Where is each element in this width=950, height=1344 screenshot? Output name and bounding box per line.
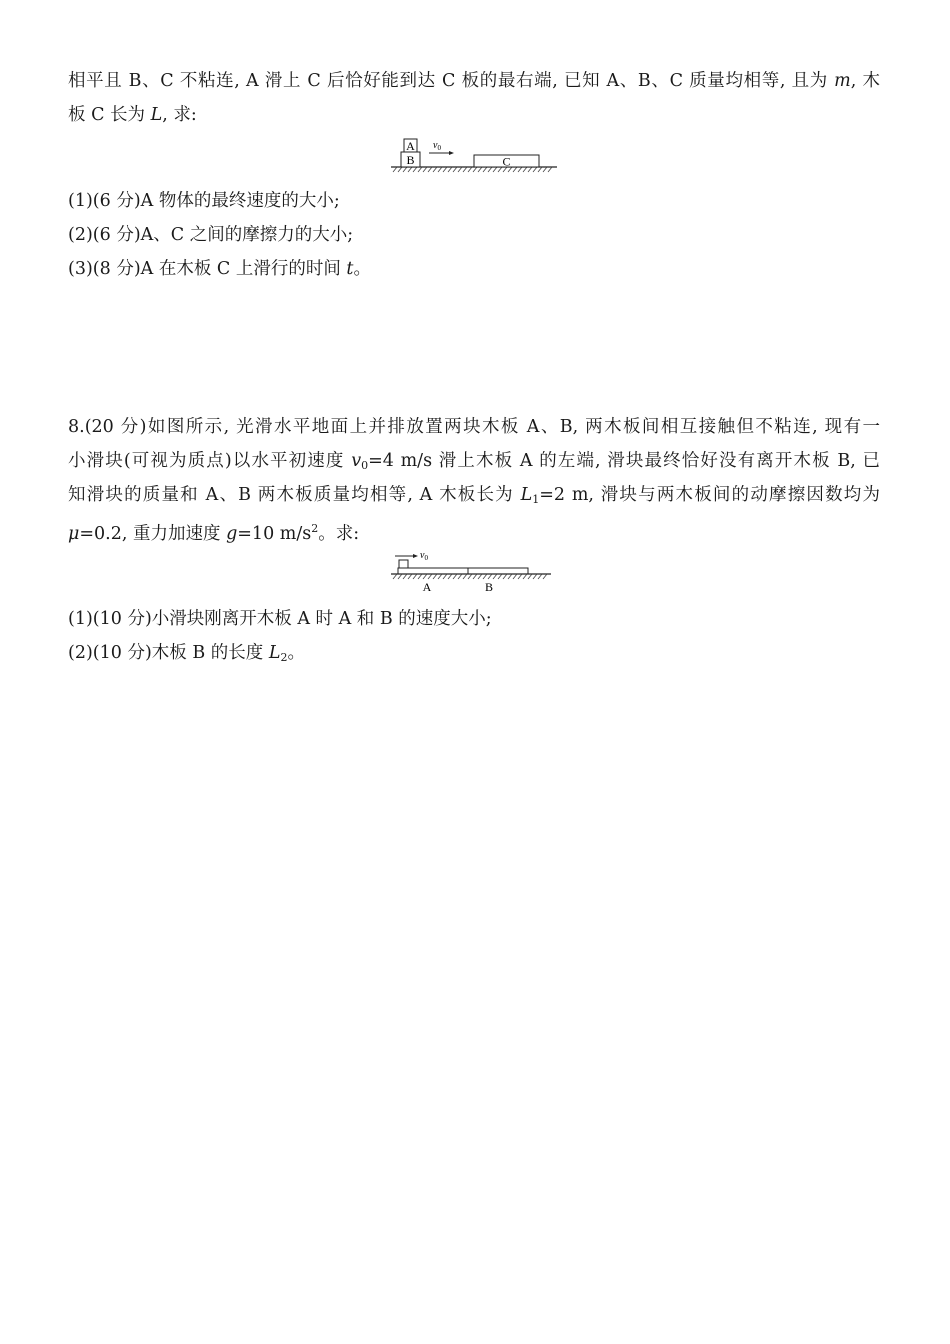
velocity-label: $v_0$ xyxy=(433,140,441,152)
problem8-question1: (1)(10 分)小滑块刚离开木板 A 时 A 和 B 的速度大小; xyxy=(68,609,492,629)
problem8-line1: 8.(20 分)如图所示, 光滑水平地面上并排放置两块木板 A、B, 两木板间相互接触但不粘连, 现有一 xyxy=(68,417,880,437)
board-a xyxy=(398,568,468,574)
length-symbol: L xyxy=(150,105,163,125)
problem7-intro-line2: 板 C 长为 L, 求: xyxy=(68,105,197,125)
board-b-label: B xyxy=(484,580,494,594)
problem7-intro-line1: 相平且 B、C 不粘连, A 滑上 C 后恰好能到达 C 板的最右端, 已知 A、B、C 质量均相等, 且为 m, 木 xyxy=(68,71,880,91)
velocity-arrowhead xyxy=(449,151,454,155)
ground-hatching xyxy=(393,574,547,579)
mass-symbol: m xyxy=(834,71,851,91)
velocity-arrowhead xyxy=(413,554,418,558)
board-c-label: C xyxy=(502,154,511,169)
problem7-question1: (1)(6 分)A 物体的最终速度的大小; xyxy=(68,191,340,211)
problem8-line4: μ=0.2, 重力加速度 g=10 $m/s^2$。求: xyxy=(68,522,360,544)
answer-space xyxy=(68,286,880,410)
document-page xyxy=(68,64,880,670)
board-b xyxy=(468,568,528,574)
block-b-label: B xyxy=(406,153,415,167)
problem8-line2: 小滑块(可视为质点)以水平初速度 $v_0=4$ m/s 滑上木板 A 的左端, 滑块最终恰好没有离开木板 B, 已 xyxy=(68,451,880,472)
velocity-label: $v_0$ xyxy=(420,550,428,562)
boards-ab-diagram xyxy=(389,550,559,594)
problem8-line3: 知滑块的质量和 A、B 两木板质量均相等, A 木板长为 $L_1=2$ m, 滑块与两木板间的动摩擦因数均为 xyxy=(68,485,880,506)
time-symbol: t xyxy=(346,259,354,279)
slider-block xyxy=(399,560,408,568)
problem7-figure xyxy=(68,136,880,176)
ground-hatching xyxy=(393,167,552,172)
problem7-question2: (2)(6 分)A、C 之间的摩擦力的大小; xyxy=(68,225,354,245)
problem8-figure xyxy=(68,550,880,594)
block-a-label: A xyxy=(406,139,415,153)
problem8-question2: (2)(10 分)木板 B 的长度 $L_2$。 xyxy=(68,643,305,664)
board-a-label: A xyxy=(422,580,432,594)
blocks-abc-diagram xyxy=(389,136,559,176)
problem7-question3: (3)(8 分)A 在木板 C 上滑行的时间 t。 xyxy=(68,259,371,279)
